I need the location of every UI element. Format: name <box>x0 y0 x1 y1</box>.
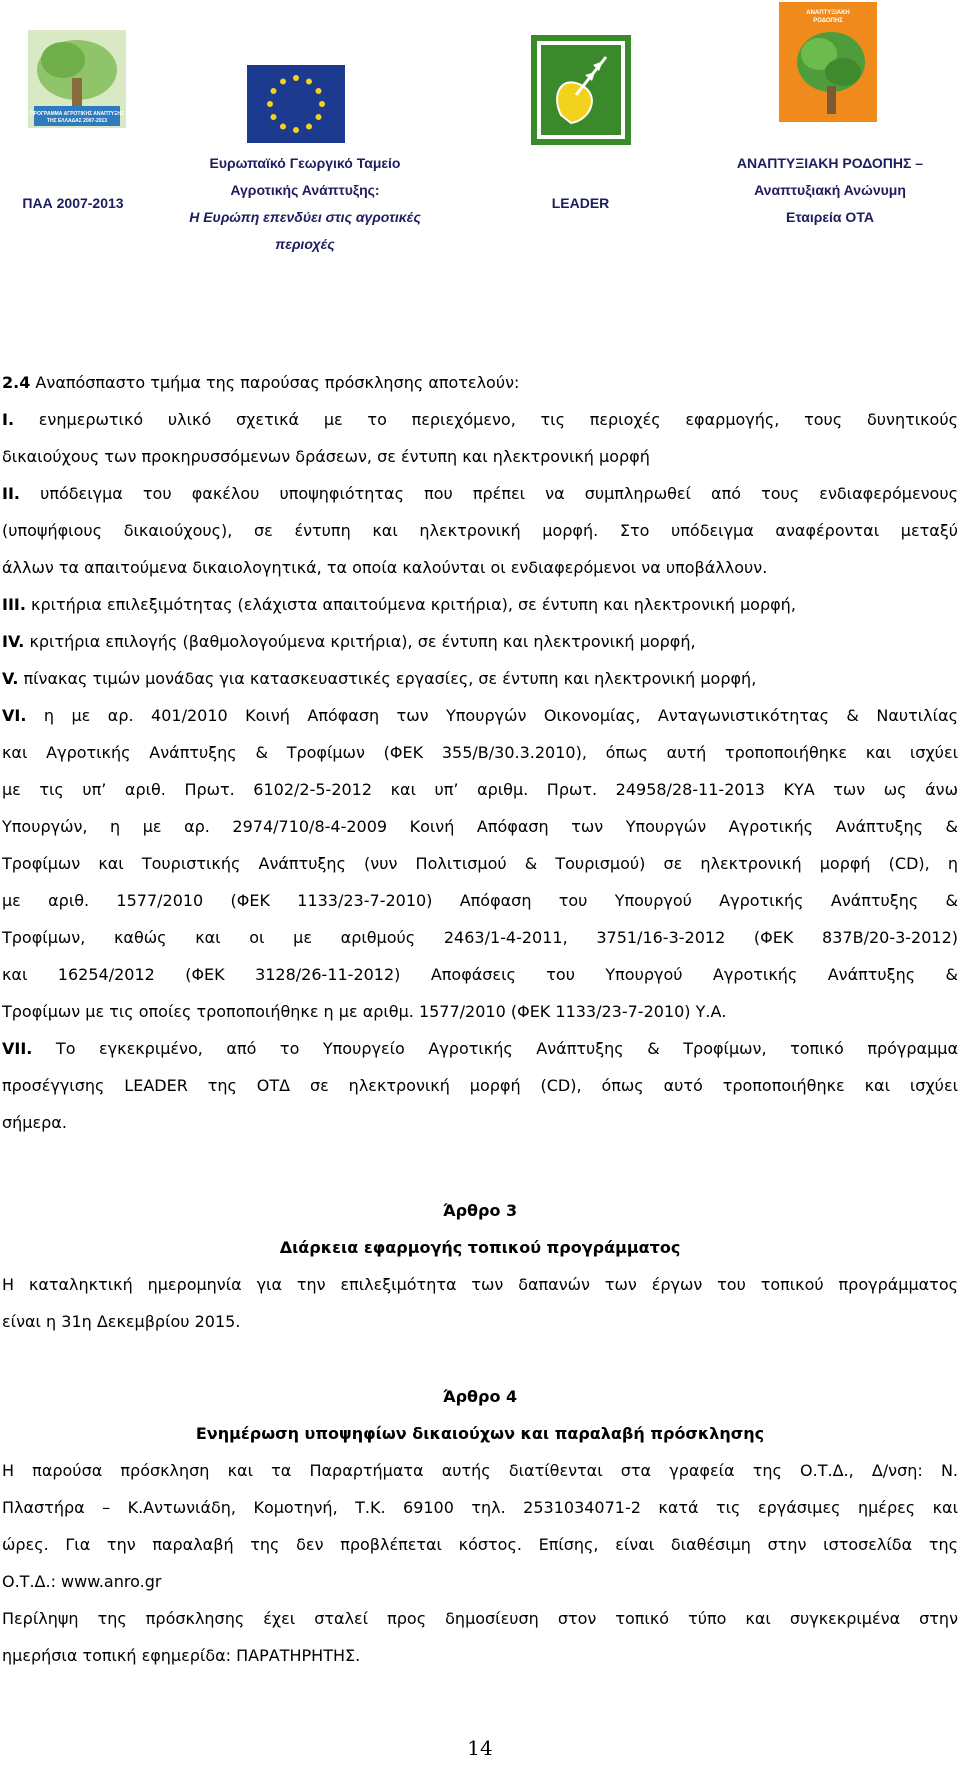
article-3-text-cont: είναι η 31η Δεκεμβρίου 2015. <box>2 1312 241 1331</box>
list-item-2-cont: άλλων τα απαιτούμενα δικαιολογητικά, τα οποία καλούνται οι ενδιαφερόμενοι να υποβάλλουν. <box>2 558 768 577</box>
list-item-4: IV. κριτήρια επιλογής (βαθμολογούμενα κριτήρια), σε έντυπη και ηλεκτρονική μορφή, <box>2 632 696 651</box>
list-item-6-cont: Τροφίμων με τις οποίες τροποποιήθηκε η με αριθμ. 1577/2010 (ΦΕΚ 1133/23-7-2010) Υ.Α. <box>2 1002 727 1021</box>
rural-development-program-logo <box>28 30 126 128</box>
list-item-6-cont: Τροφίμων και Τουριστικής Ανάπτυξης (νυν Πολιτισμού & Τουρισμού) σε ηλεκτρονική μορφή (CD), η <box>2 854 958 873</box>
list-item-6-cont: με τις υπ’ αριθ. Πρωτ. 6102/2-5-2012 και υπ’ αριθμ. Πρωτ. 24958/28-11-2013 ΚΥΑ των ως άνω <box>2 780 958 799</box>
list-item-6-cont: Υπουργών, η με αρ. 2974/710/8-4-2009 Κοινή Απόφαση των Υπουργών Αγροτικής Ανάπτυξης & <box>2 817 958 836</box>
header-paa-label: ΠΑΑ 2007-2013 <box>22 195 124 211</box>
list-item-6-cont: με αριθ. 1577/2010 (ΦΕΚ 1133/23-7-2010) Απόφαση του Υπουργού Αγροτικής Ανάπτυξης & <box>2 891 958 910</box>
document-header <box>0 0 960 260</box>
list-item-6: VI. η με αρ. 401/2010 Κοινή Απόφαση των Υπουργών Οικονομίας, Ανταγωνιστικότητας & Ναυτιλίας <box>2 706 958 725</box>
anro-logo <box>779 2 877 122</box>
article-4-text-cont: Πλαστήρα – Κ.Αντωνιάδη, Κομοτηνή, Τ.Κ. 69100 τηλ. 2531034071-2 κατά τις εργάσιμες ημέρες και <box>2 1498 958 1517</box>
header-eafrd-text: Ευρωπαϊκό Γεωργικό Ταμείο Αγροτικής Ανάπτυξης: Η Ευρώπη επενδύει στις αγροτικές περιοχές <box>189 155 421 252</box>
page-number: 14 <box>467 1736 493 1760</box>
article-3-number: Άρθρο 3 <box>442 1201 518 1220</box>
list-item-1-cont: δικαιούχους των προκηρυσσόμενων δράσεων, σε έντυπη και ηλεκτρονική μορφή <box>2 447 650 466</box>
list-item-6-cont: και 16254/2012 (ΦΕΚ 3128/26-11-2012) Αποφάσεις του Υπουργού Αγροτικής Ανάπτυξης & <box>2 965 958 984</box>
svg-text:ΤΗΣ ΕΛΛΑΔΑΣ 2007-2013: ΤΗΣ ΕΛΛΑΔΑΣ 2007-2013 <box>46 118 108 124</box>
list-item-7-cont: προσέγγισης LEADER της ΟΤΔ σε ηλεκτρονική μορφή (CD), όπως αυτό τροποποιήθηκε και ισχύει <box>2 1076 958 1095</box>
svg-text:ΡΟΔΟΠΗΣ: ΡΟΔΟΠΗΣ <box>813 18 843 24</box>
list-item-2-cont: (υποψήφιους δικαιούχους), σε έντυπη και ηλεκτρονική μορφή. Στο υπόδειγμα αναφέρονται μεταξύ <box>2 521 958 540</box>
article-4-number: Άρθρο 4 <box>442 1387 518 1406</box>
list-item-6-cont: και Αγροτικής Ανάπτυξης & Τροφίμων (ΦΕΚ 355/Β/30.3.2010), όπως αυτή τροποποιήθηκε και ισχύει <box>2 743 958 762</box>
list-item-1: I. ενημερωτικό υλικό σχετικά με το περιεχόμενο, τις περιοχές εφαρμογής, τους δυνητικούς <box>2 410 958 429</box>
article-4-title: Ενημέρωση υποψηφίων δικαιούχων και παραλαβή πρόσκλησης <box>195 1424 765 1443</box>
header-leader-label: LEADER <box>551 195 610 211</box>
article-3-text: Η καταληκτική ημερομηνία για την επιλεξιμότητα των δαπανών των έργων του τοπικού προγράμματος <box>2 1275 958 1294</box>
list-item-5: V. πίνακας τιμών μονάδας για κατασκευαστικές εργασίες, σε έντυπη και ηλεκτρονική μορφή, <box>2 669 757 688</box>
article-4-text-summary-cont: ημερήσια τοπική εφημερίδα: ΠΑΡΑΤΗΡΗΤΗΣ. <box>2 1646 361 1665</box>
svg-text:ΠΡΟΓΡΑΜΜΑ ΑΓΡΟΤΙΚΗΣ ΑΝΑΠΤΥΞΗΣ: ΠΡΟΓΡΑΜΜΑ ΑΓΡΟΤΙΚΗΣ ΑΝΑΠΤΥΞΗΣ <box>30 111 124 117</box>
list-item-6-cont: Τροφίμων, καθώς και οι με αριθμούς 2463/1-4-2011, 3751/16-3-2012 (ΦΕΚ 837Β/20-3-2012) <box>2 928 958 947</box>
eu-flag-logo <box>247 65 345 143</box>
section-2-4-heading: 2.4 Αναπόσπαστο τμήμα της παρούσας πρόσκλησης αποτελούν: <box>2 373 520 392</box>
article-4-text-cont: ώρες. Για την παραλαβή της δεν προβλέπεται κόστος. Επίσης, είναι διαθέσιμη στην ιστοσελίδα της <box>2 1535 958 1554</box>
article-4-text: Η παρούσα πρόσκληση και τα Παραρτήματα αυτής διατίθενται στα γραφεία της Ο.Τ.Δ., Δ/νση: Ν. <box>2 1461 958 1480</box>
list-item-3: III. κριτήρια επιλεξιμότητας (ελάχιστα απαιτούμενα κριτήρια), σε έντυπη και ηλεκτρονική μορφή, <box>2 595 796 614</box>
list-item-7-cont: σήμερα. <box>2 1113 67 1132</box>
list-item-2: II. υπόδειγμα του φακέλου υποψηφιότητας που πρέπει να συμπληρωθεί από τους ενδιαφερόμενους <box>2 484 958 503</box>
leader-logo <box>531 35 631 145</box>
svg-text:ΑΝΑΠΤΥΞΙΑΚΗ: ΑΝΑΠΤΥΞΙΑΚΗ <box>806 10 850 16</box>
list-item-7: VII. Το εγκεκριμένο, από το Υπουργείο Αγροτικής Ανάπτυξης & Τροφίμων, τοπικό πρόγραμμα <box>2 1039 958 1058</box>
article-3-title: Διάρκεια εφαρμογής τοπικού προγράμματος <box>279 1238 681 1257</box>
article-4-text-summary: Περίληψη της πρόσκλησης έχει σταλεί προς δημοσίευση στον τοπικό τύπο και συγκεκριμένα στην <box>2 1609 958 1628</box>
article-4-website: Ο.Τ.Δ.: www.anro.gr <box>2 1572 162 1591</box>
header-anro-text: ΑΝΑΠΤΥΞΙΑΚΗ ΡΟΔΟΠΗΣ – Αναπτυξιακή Ανώνυμη Εταιρεία ΟΤΑ <box>736 155 924 225</box>
